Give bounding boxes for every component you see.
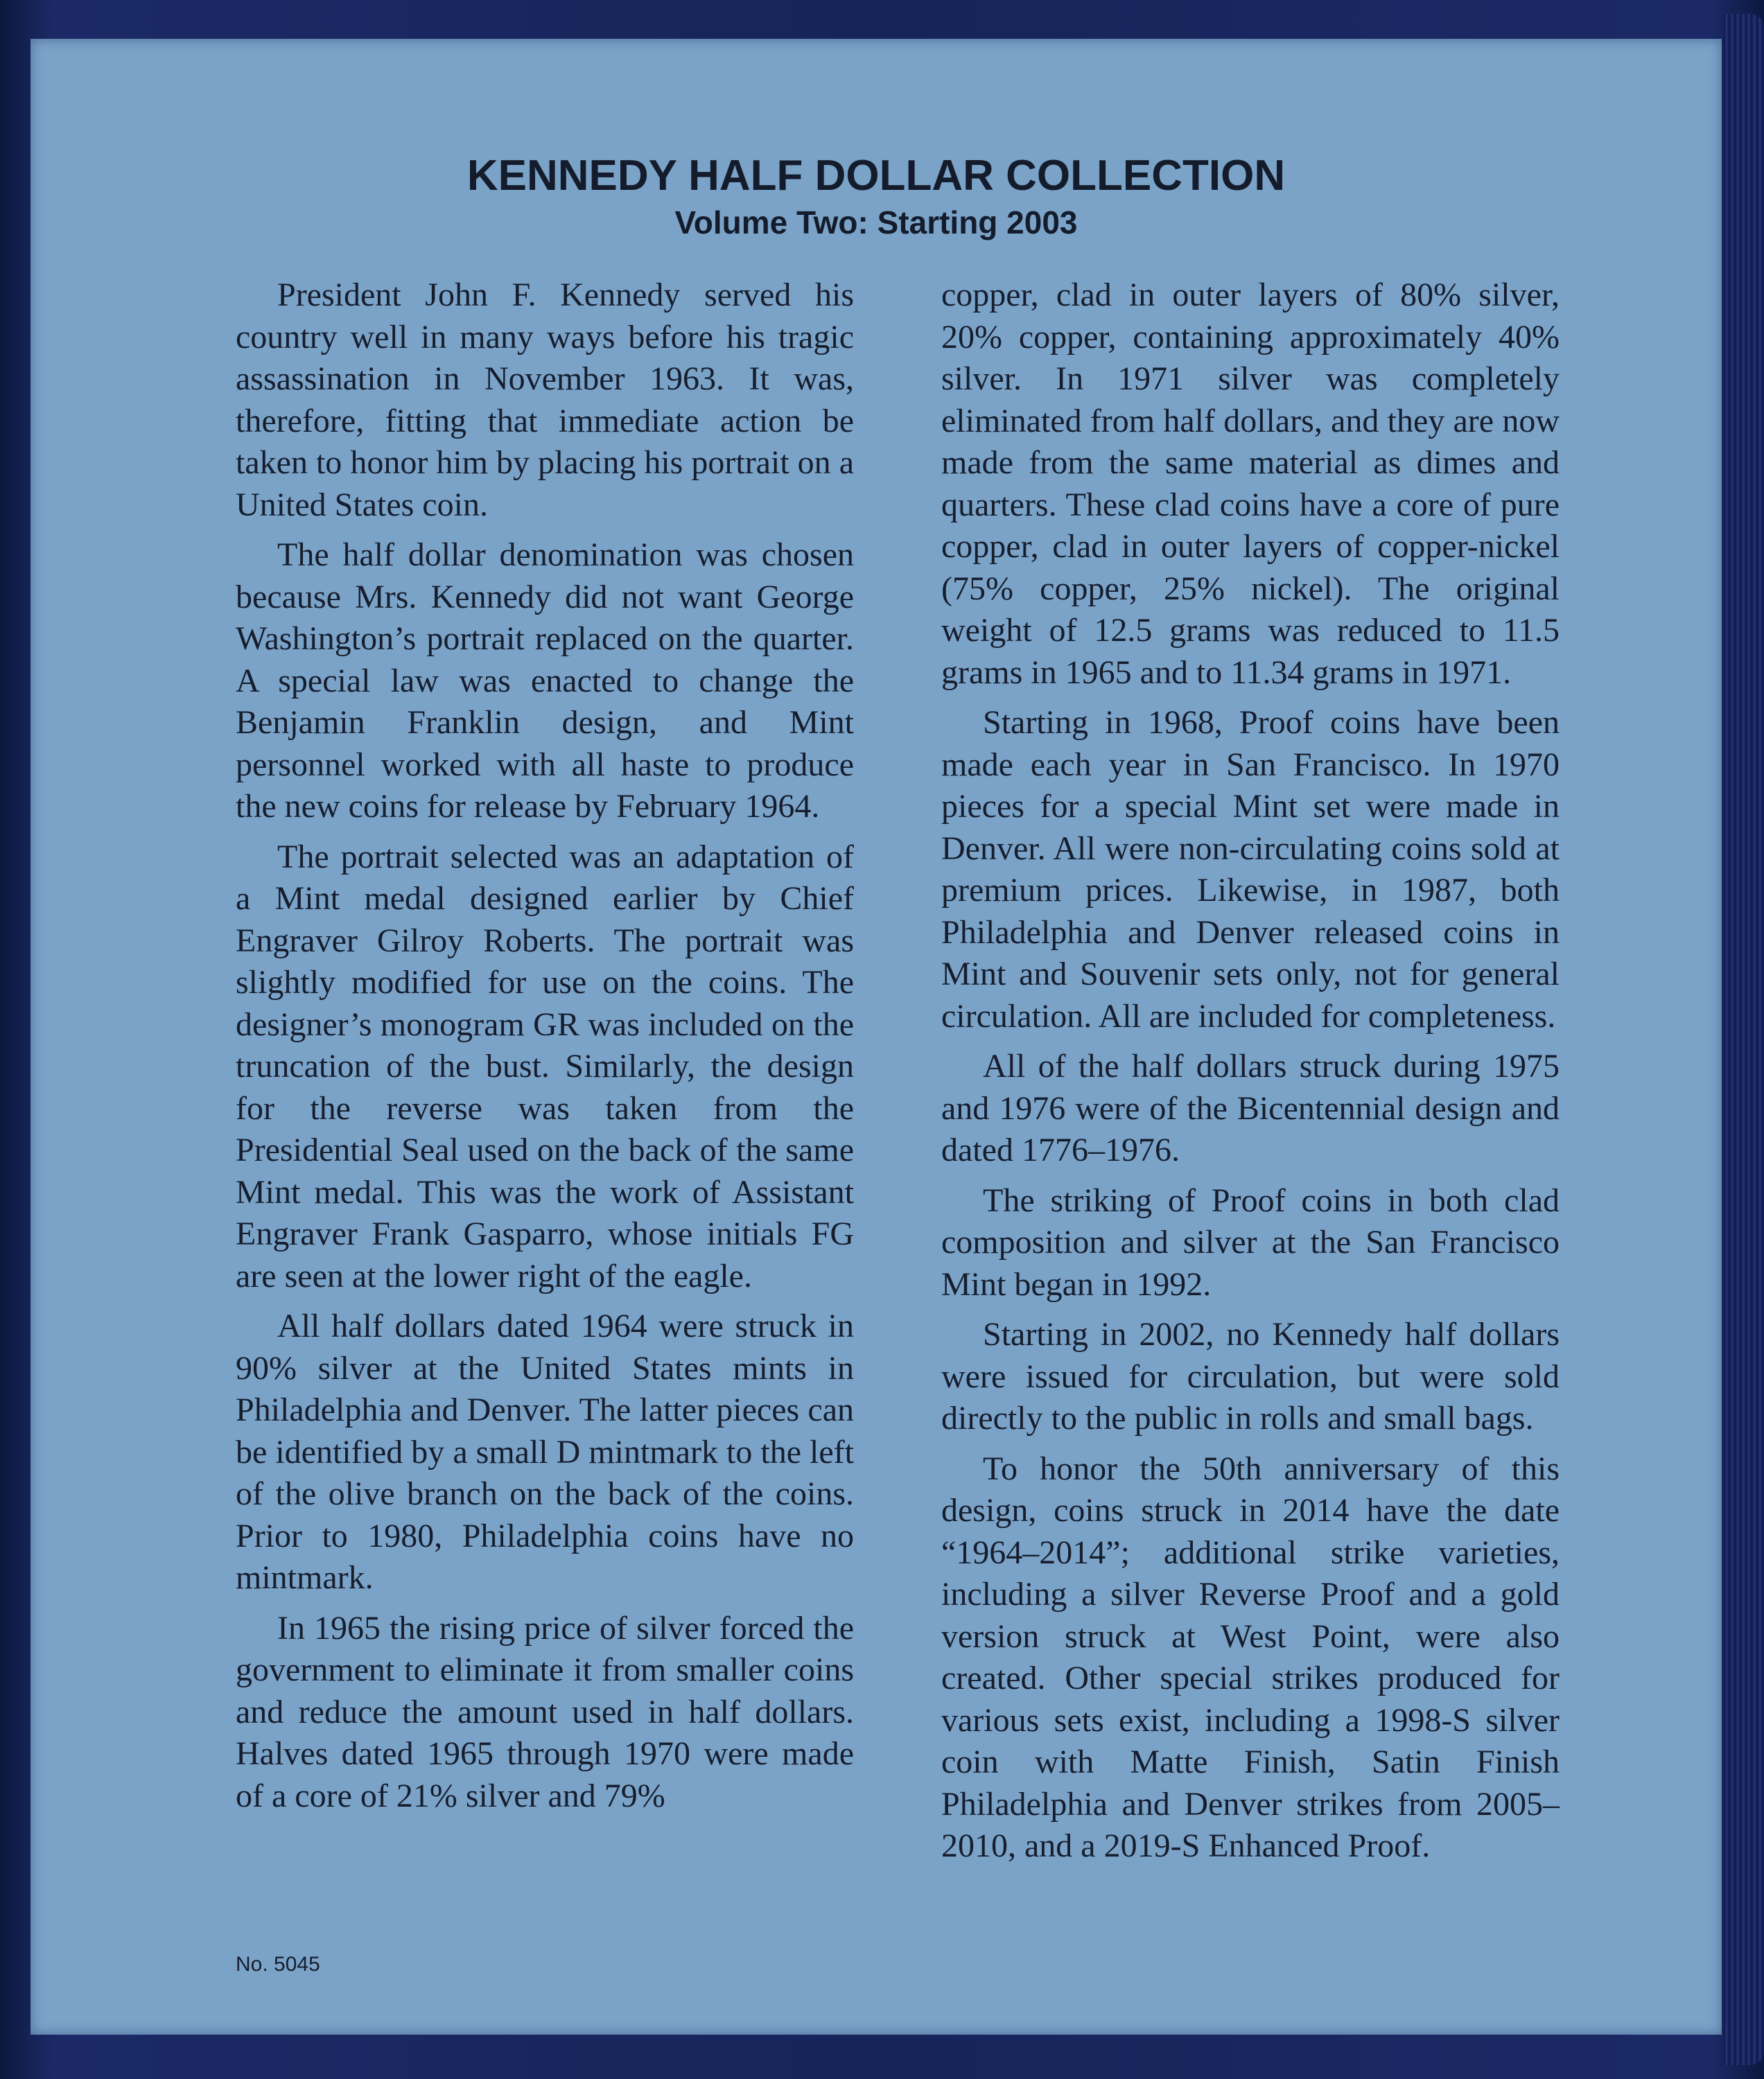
- paragraph: To honor the 50th anniversary of this design, coins struck in 2014 have the date “1964–2014”; additional strike varieties, including a silver Reverse Proof and a gold version struck at West Point, were also created. Other special strikes produced for various sets exist, including a 1998-S silver coin with Matte Finish, Satin Finish Philadelphia and Denver strikes from 2005–2010, and a 2019-S Enhanced Proof.: [941, 1450, 1560, 1864]
- page-subtitle: Volume Two: Starting 2003: [674, 204, 1078, 240]
- paragraph: President John F. Kennedy served his country well in many ways before his tragic assassination in November 1963. It was, therefore, fitting that immediate action be taken to honor him by placing his portrait on a United States coin.: [236, 277, 854, 523]
- catalog-number: No. 5045: [236, 1953, 320, 1976]
- page-title: KENNEDY HALF DOLLAR COLLECTION: [466, 152, 1286, 200]
- paragraph: Starting in 1968, Proof coins have been made each year in San Francisco. In 1970 pieces for a special Mint set were made in Denver. All were non-circulating coins sold at premium prices. Likewise, in 1987, both Philadelphia and Denver released coins in Mint and Souvenir sets only, not for general circulation. All are included for completeness.: [941, 704, 1560, 1035]
- right-column: [941, 274, 1560, 1876]
- paragraph: The portrait selected was an adaptation of a Mint medal designed earlier by Chief Engraver Gilroy Roberts. The portrait was slightly modified for use on the coins. The designer’s monogram GR was included on the truncation of the bust. Similarly, the design for the reverse was taken from the Presidential Seal used on the back of the same Mint medal. This was the work of Assistant Engraver Frank Gasparro, whose initials FG are seen at the lower right of the eagle.: [236, 838, 854, 1295]
- paragraph: In 1965 the rising price of silver forced the government to eliminate it from smaller coins and reduce the amount used in half dollars. Halves dated 1965 through 1970 were made of a core of 21% silver and 79%: [236, 1609, 854, 1814]
- title-block: [30, 150, 1722, 243]
- paragraph: The half dollar denomination was chosen because Mrs. Kennedy did not want George Washington’s portrait replaced on the quarter. A special law was enacted to change the Benjamin Franklin design, and Mint personnel worked with all haste to produce the new coins for release by February 1964.: [236, 536, 854, 825]
- paragraph-continued: copper, clad in outer layers of 80% silver, 20% copper, containing approximately 40% silver. In 1971 silver was completely eliminated from half dollars, and they are now made from the same material as dimes and quarters. These clad coins have a core of pure copper, clad in outer layers of copper-nickel (75% copper, 25% nickel). The original weight of 12.5 grams was reduced to 11.5 grams in 1965 and to 11.34 grams in 1971.: [941, 277, 1560, 691]
- text-columns: [236, 274, 1560, 1876]
- binder-spine-edge: [1724, 14, 1764, 2065]
- back-cover-panel: [30, 39, 1722, 2035]
- left-column: [236, 274, 854, 1876]
- paragraph: All half dollars dated 1964 were struck in 90% silver at the United States mints in Philadelphia and Denver. The latter pieces can be identified by a small D mintmark to the left of the olive branch on the back of the coins. Prior to 1980, Philadelphia coins have no mintmark.: [236, 1308, 854, 1596]
- paragraph: All of the half dollars struck during 1975 and 1976 were of the Bicentennial design and dated 1776–1976.: [941, 1048, 1560, 1168]
- paragraph: The striking of Proof coins in both clad composition and silver at the San Francisco Mint began in 1992.: [941, 1182, 1560, 1303]
- paragraph: Starting in 2002, no Kennedy half dollars were issued for circulation, but were sold directly to the public in rolls and small bags.: [941, 1316, 1560, 1437]
